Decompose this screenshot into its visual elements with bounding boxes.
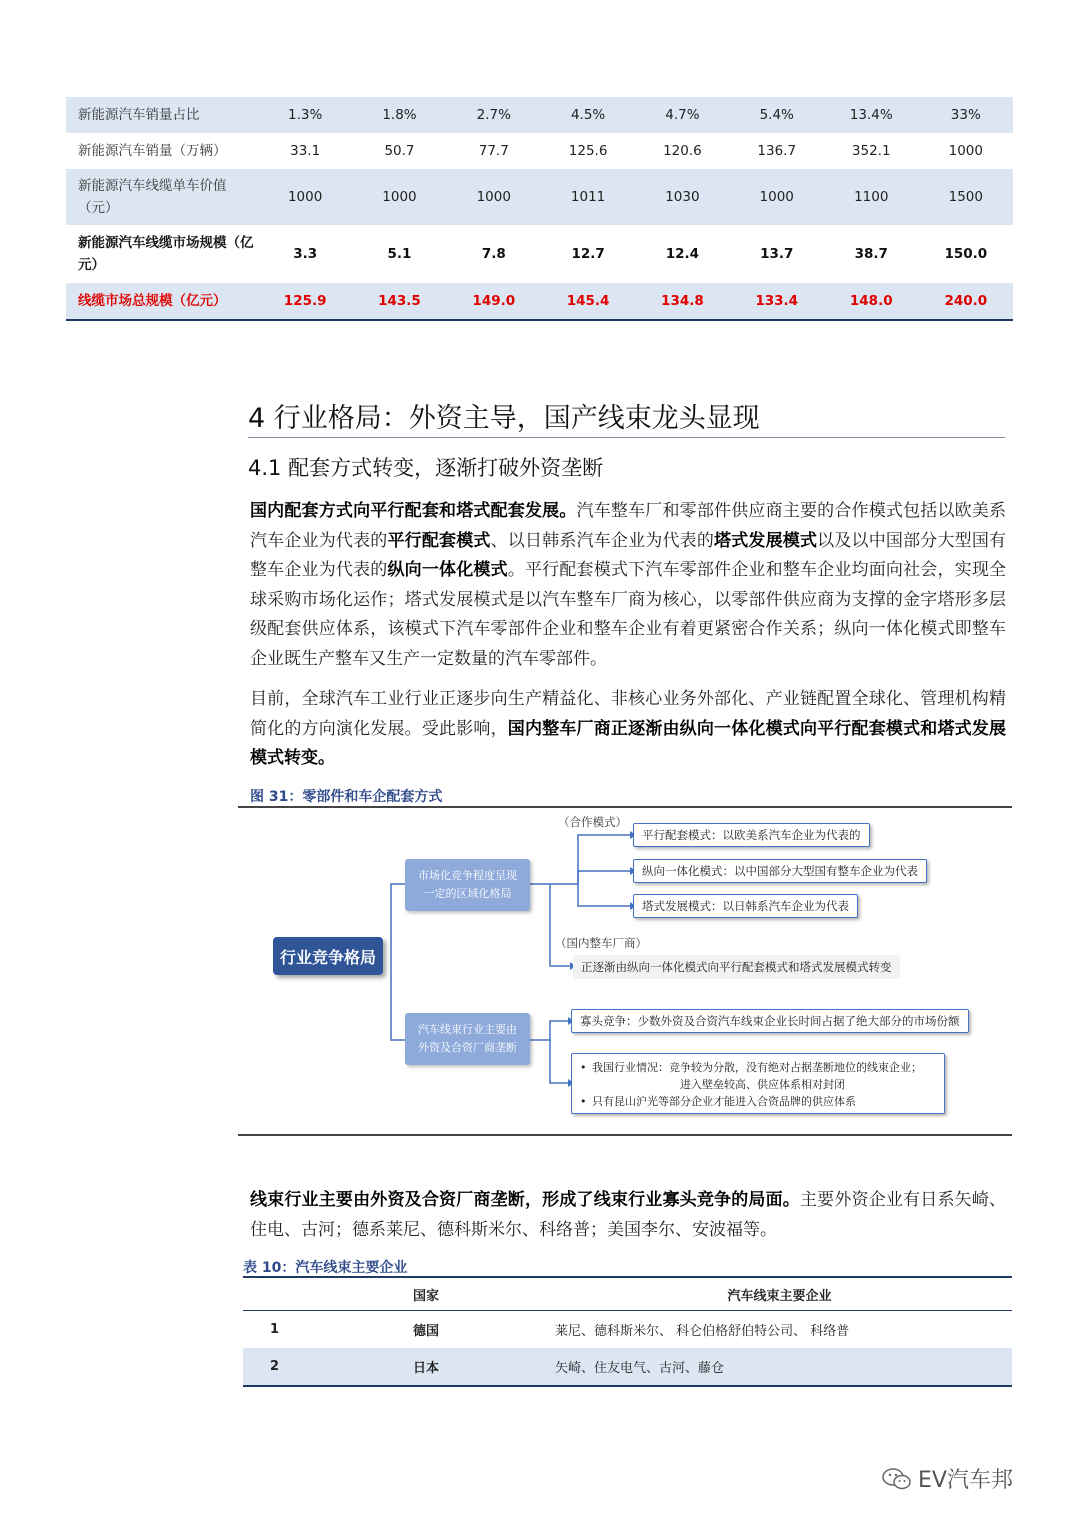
paragraph-3: 线束行业主要由外资及合资厂商垄断，形成了线束行业寡头竞争的局面。主要外资企业有日系矢崎、住电、古河；德系莱尼、德科斯米尔、科络普；美国李尔、安波福等。 [250,1190,1006,1240]
diagram-leaf-tower: 塔式发展模式：以日韩系汽车企业为代表 [633,894,858,918]
table-cell: 1000 [730,169,824,225]
table-cell: 50.7 [384,143,415,159]
row-label: 线缆市场总规模（亿元） [66,283,258,320]
table-cell: 13.4% [824,97,919,133]
row-label: 新能源汽车线缆市场规模（亿元） [78,235,254,273]
table-cell: 148.0 [824,283,919,320]
figure-title: 图 31：零部件和车企配套方式 [250,789,443,805]
table-cell: 150.0 [944,246,988,262]
table-cell: 33.1 [290,143,321,159]
col-header-no [243,1277,305,1311]
table-cell: 1.3% [258,97,352,133]
figure-bottom-rule [238,1134,1012,1136]
table-title: 表 10：汽车线束主要企业 [243,1260,408,1276]
table-cell: 12.7 [571,246,605,262]
diagram-root-node: 行业竞争格局 [273,937,383,975]
table-cell: 3.3 [293,246,318,262]
harness-companies-table [243,1276,1012,1387]
col-header-companies: 汽车线束主要企业 [547,1277,1012,1311]
table-cell: 1.8% [352,97,446,133]
table-cell: 240.0 [919,283,1013,320]
table-row: 2 日本 矢崎、住友电气、古河、藤仓 [243,1348,1012,1386]
row-label: 新能源汽车销量占比 [66,97,258,133]
paragraph-2: 目前，全球汽车工业行业正逐步向生产精益化、非核心业务外部化、产业链配置全球化、管理机构精简化的方向演化发展。受此影响，国内整车厂商正逐渐由纵向一体化模式向平行配套模式和塔式发展模式转变。 [250,689,1007,768]
table-cell: 133.4 [730,283,824,320]
diagram-leaf-oligopoly: 寡头竞争：少数外资及合资汽车线束企业长时间占据了绝大部分的市场份额 [571,1009,969,1033]
row-label: 新能源汽车销量（万辆） [78,143,227,159]
table-cell: 13.7 [760,246,794,262]
table-cell: 143.5 [352,283,446,320]
subsection-title: 4.1 配套方式转变，逐渐打破外资垄断 [248,456,604,480]
table-cell: 1011 [541,169,635,225]
diagram-node-regional: 市场化竞争程度呈现一定的区域化格局 [405,859,530,911]
diagram-note-domestic: （国内整车厂商） [555,936,647,950]
row-label: 新能源汽车线缆单车价值（元） [66,169,258,225]
table-cell: 1500 [919,169,1013,225]
col-header-country: 国家 [305,1277,547,1311]
table-cell: 38.7 [854,246,888,262]
table-cell: 136.7 [757,143,797,159]
table-cell: 2.7% [447,97,541,133]
diagram-leaf-transition: 正逐渐由纵向一体化模式向平行配套模式和塔式发展模式转变 [573,955,900,979]
table-cell: 1030 [635,169,729,225]
table-cell: 5.4% [730,97,824,133]
table-row: 1 德国 莱尼、德科斯米尔、 科仑伯格舒伯特公司、 科络普 [270,1322,850,1339]
table-cell: 1000 [447,169,541,225]
table-cell: 33% [919,97,1013,133]
table-cell: 4.7% [635,97,729,133]
table-cell: 149.0 [447,283,541,320]
diagram-leaf-china-situation: • 我国行业情况：竞争较为分散，没有绝对占据垄断地位的线束企业； 进入壁垒较高、供应体系相对封闭 • 只有昆山沪光等部分企业才能进入合资品牌的供应体系 [571,1053,945,1114]
diagram-leaf-vertical: 纵向一体化模式：以中国部分大型国有整车企业为代表 [633,859,927,883]
table-cell: 12.4 [665,246,700,262]
diagram-note-cooperation: （合作模式） [558,815,627,829]
watermark: EV汽车邦 [882,1463,1013,1494]
table-cell: 125.9 [258,283,352,320]
diagram-leaf-parallel: 平行配套模式：以欧美系汽车企业为代表的 [633,823,870,847]
table-cell: 77.7 [478,143,509,159]
wechat-icon [882,1467,912,1491]
table-cell: 120.6 [663,143,702,159]
diagram-node-monopoly: 汽车线束行业主要由外资及合资厂商垄断 [405,1013,530,1065]
table-cell: 7.8 [481,246,506,262]
table-cell: 125.6 [568,143,608,159]
table-cell: 4.5% [541,97,635,133]
table-cell: 1100 [824,169,919,225]
section-title: 4 行业格局：外资主导，国产线束龙头显现 [248,403,760,434]
table-cell: 1000 [352,169,446,225]
table-cell: 134.8 [635,283,729,320]
paragraph-1: 国内配套方式向平行配套和塔式配套发展。汽车整车厂和零部件供应商主要的合作模式包括以欧美系汽车企业为代表的平行配套模式、以日韩系汽车企业为代表的塔式发展模式以及以中国部分大型国有整车企业为代表的纵向一体化模式。平行配套模式下汽车零部件企业和整车企业均面向社会，实现全球采购市场化运作；塔式发展模式是以汽车整车厂商为核心，以零部件供应商为支撑的金字塔形多层级配套供应体系，该模式下汽车零部件企业和整车企业有着更紧密合作关系；纵向一体化模式即整车企业既生产整车又生产一定数量的汽车零部件。 [250,501,1007,669]
table-cell: 1000 [258,169,352,225]
table-cell: 1000 [948,143,983,159]
table-cell: 145.4 [541,283,635,320]
table-cell: 352.1 [851,143,891,159]
table-cell: 5.1 [387,246,412,262]
